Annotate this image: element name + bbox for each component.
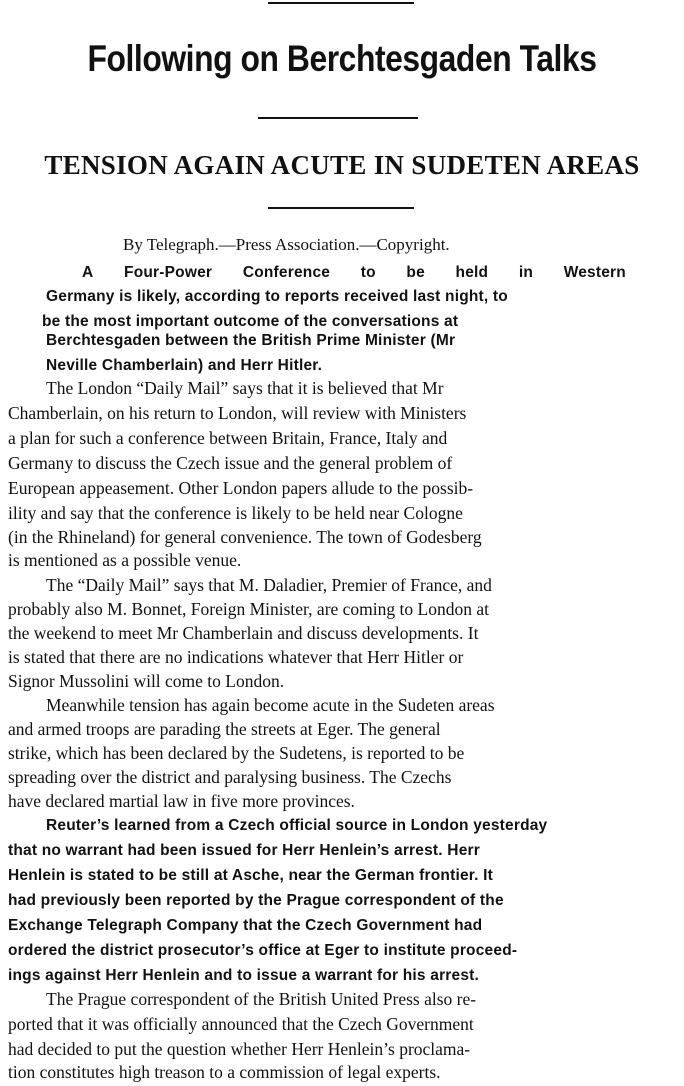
article-line: and armed troops are parading the streets at Eger. The general	[8, 719, 441, 739]
article-line: be the most important outcome of the conversations at	[42, 313, 459, 330]
article-line: have declared martial law in five more provinces.	[8, 791, 355, 811]
article-line: tion constitutes high treason to a commission of legal experts.	[8, 1062, 441, 1082]
article-line: that no warrant had been issued for Herr Henlein’s arrest. Herr	[8, 842, 480, 859]
article-line: The London “Daily Mail” says that it is believed that Mr	[46, 378, 444, 398]
article-line: Exchange Telegraph Company that the Czech Government had	[8, 917, 483, 934]
article-line: ility and say that the conference is likely to be held near Cologne	[8, 503, 463, 523]
article-line: Germany to discuss the Czech issue and the general problem of	[8, 453, 453, 473]
article-line: Neville Chamberlain) and Herr Hitler.	[46, 357, 323, 374]
article-line: Henlein is stated to be still at Asche, near the German frontier. It	[8, 867, 494, 884]
article-line: Reuter’s learned from a Czech official source in London yesterday	[46, 817, 548, 834]
article-line: the weekend to meet Mr Chamberlain and discuss developments. It	[8, 623, 479, 643]
article-line: The Prague correspondent of the British United Press also re-	[46, 989, 477, 1009]
article-line: probably also M. Bonnet, Foreign Minister, are coming to London at	[8, 599, 489, 619]
article-line: European appeasement. Other London papers allude to the possib-	[8, 478, 474, 498]
article-line: Chamberlain, on his return to London, will review with Ministers	[8, 403, 467, 423]
top-rule	[268, 2, 414, 4]
headline: Following on Berchtesgaden Talks	[87, 38, 597, 79]
article-line: ings against Herr Henlein and to issue a warrant for his arrest.	[8, 967, 480, 984]
article-line: (in the Rhineland) for general convenience. The town of Godesberg	[8, 527, 482, 547]
article-line: The “Daily Mail” says that M. Daladier, Premier of France, and	[46, 575, 492, 595]
headline-rule	[258, 117, 418, 119]
article-line: had previously been reported by the Prague correspondent of the	[8, 892, 504, 909]
subheadline-rule	[268, 207, 414, 209]
article-line: ordered the district prosecutor’s office at Eger to institute proceed-	[8, 942, 518, 959]
article-line: ported that it was officially announced that the Czech Government	[8, 1014, 474, 1034]
byline: By Telegraph.—Press Association.—Copyright.	[123, 235, 450, 254]
article-line: Signor Mussolini will come to London.	[8, 671, 285, 691]
article-line: strike, which has been declared by the Sudetens, is reported to be	[8, 743, 465, 763]
article-line: is stated that there are no indications whatever that Herr Hitler or	[8, 647, 464, 667]
article-line: Meanwhile tension has again become acute in the Sudeten areas	[46, 695, 495, 715]
article-line: Berchtesgaden between the British Prime Minister (Mr	[46, 332, 456, 349]
article-line: A Four-Power Conference to be held in Western	[82, 264, 626, 281]
article-line: a plan for such a conference between Britain, France, Italy and	[8, 428, 448, 448]
subheadline: TENSION AGAIN ACUTE IN SUDETEN AREAS	[44, 150, 640, 180]
article-line: is mentioned as a possible venue.	[8, 550, 242, 570]
article-line: Germany is likely, according to reports received last night, to	[46, 288, 508, 305]
article-line: spreading over the district and paralysing business. The Czechs	[8, 767, 452, 787]
article-line: had decided to put the question whether Herr Henlein’s proclama-	[8, 1039, 471, 1059]
